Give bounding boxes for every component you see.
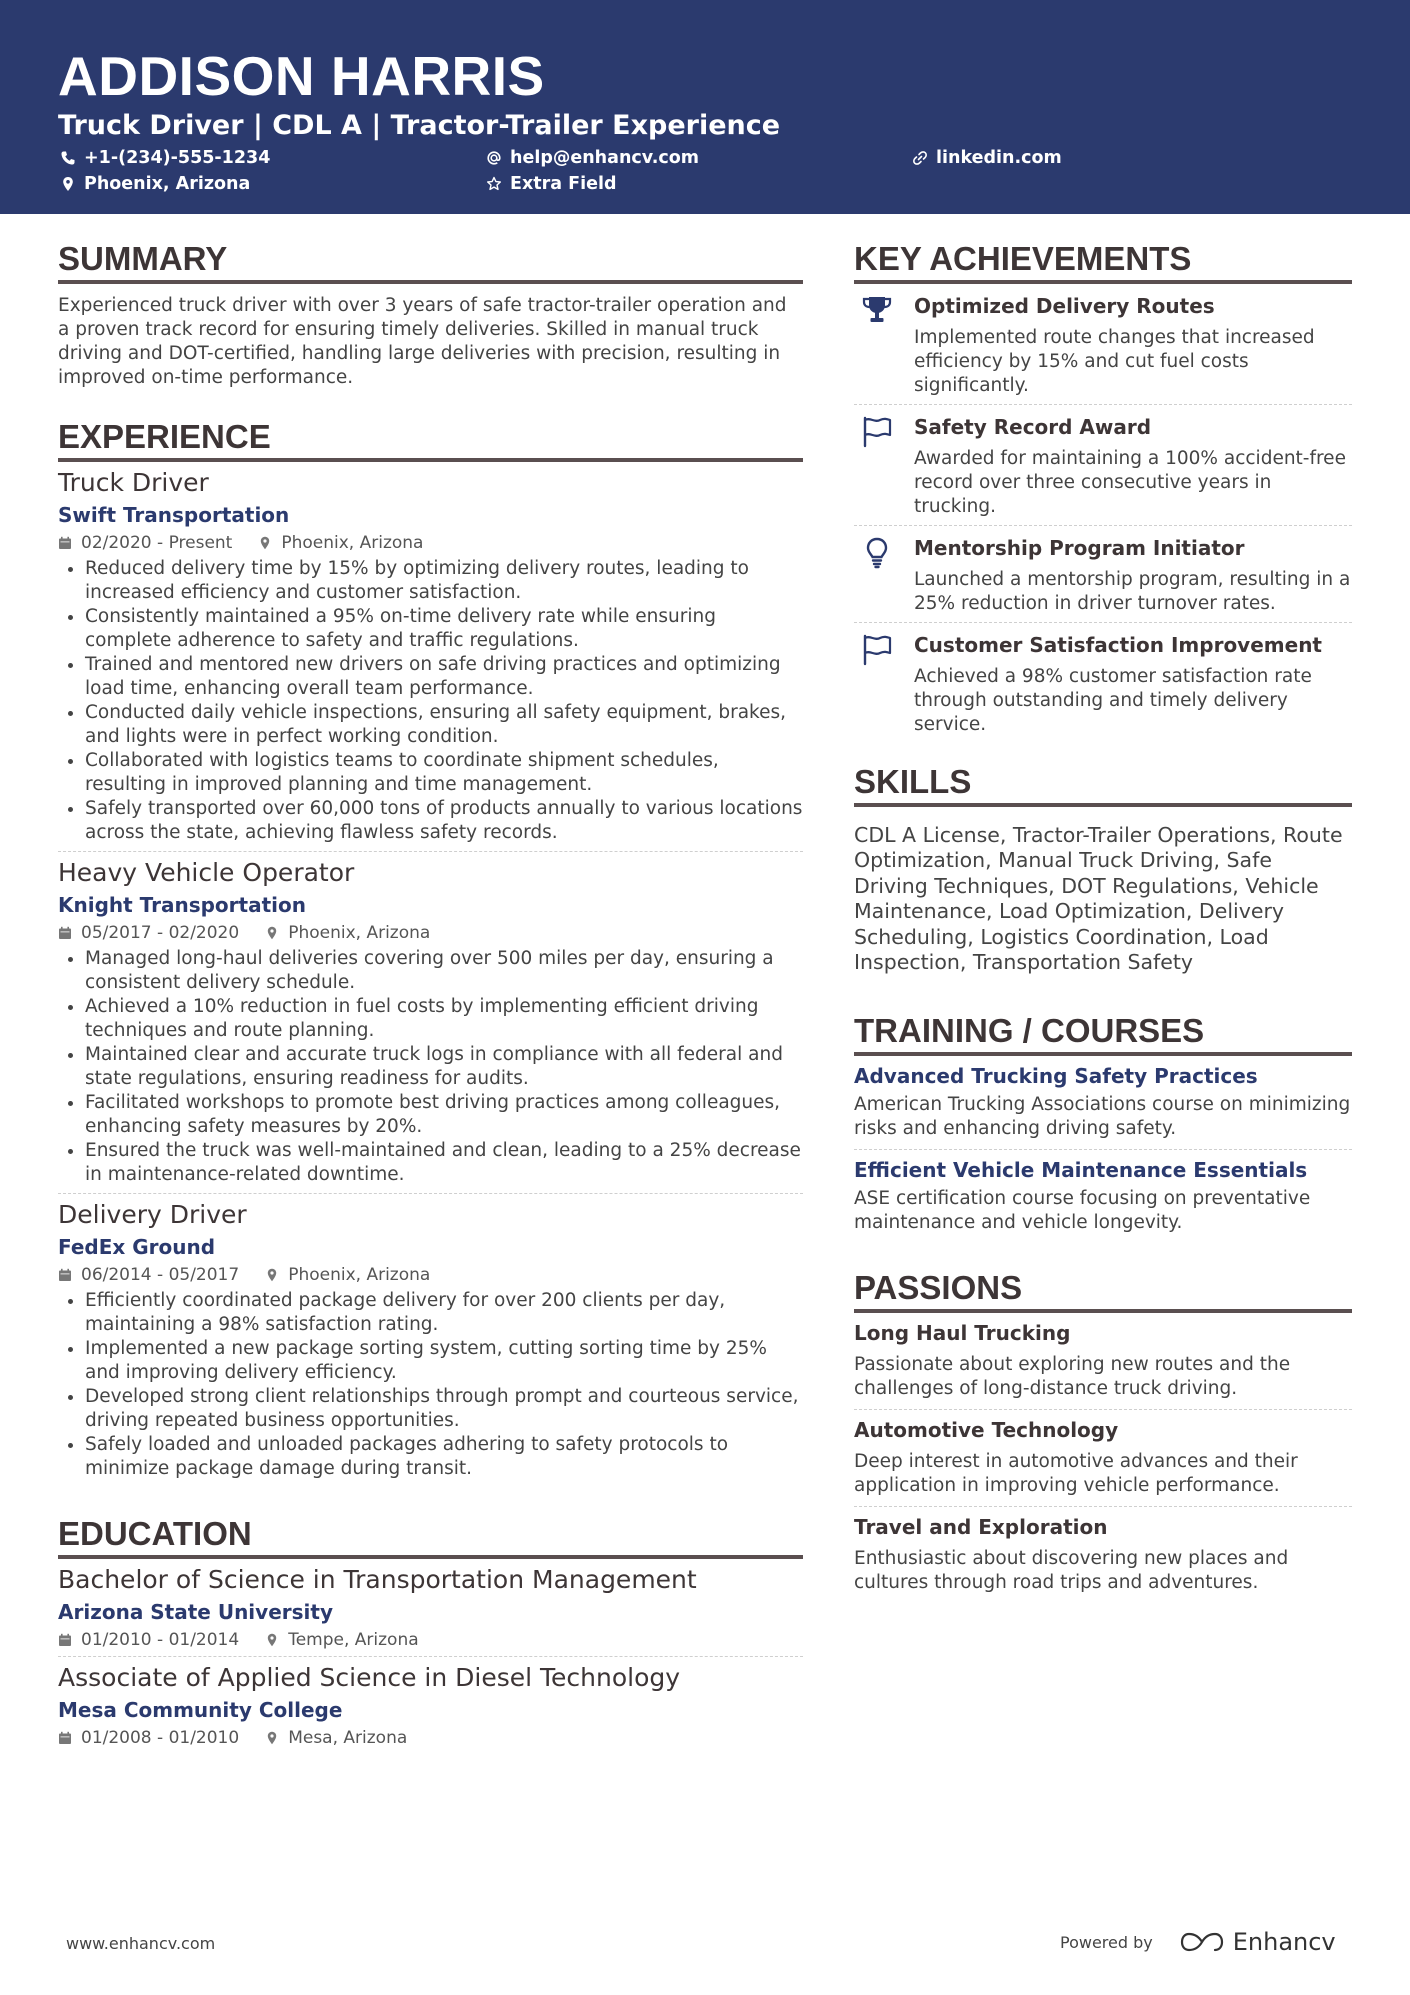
bullet-item: • Conducted daily vehicle inspections, ensuring all safety equipment, brakes, and lights were in perfect working condition.: [85, 701, 803, 749]
degree-title: Associate of Applied Science in Diesel Technology: [58, 1662, 681, 1692]
job-dates: 02/2020 - Present: [81, 532, 233, 553]
lightbulb-icon: [860, 536, 894, 570]
bullet-item: • Ensured the truck was well-maintained and clean, leading to a 25% decrease in maintenance-related downtime.: [85, 1139, 803, 1187]
achievement-item: [854, 284, 1352, 405]
education-meta: [58, 1728, 803, 1748]
contact-phone[interactable]: [60, 148, 270, 168]
bullet-item: • Facilitated workshops to promote best driving practices among colleagues, enhancing safety measures by 20%.: [85, 1091, 803, 1139]
footer-website[interactable]: www.enhancv.com: [66, 1934, 216, 1953]
linkedin-text: linkedin.com: [936, 148, 1062, 168]
job-entry: [58, 1200, 803, 1487]
achievements-heading: KEY ACHIEVEMENTS: [854, 240, 1352, 284]
passion-title: Travel and Exploration: [854, 1514, 1108, 1539]
passions-section: [854, 1269, 1352, 1603]
company-name: FedEx Ground: [58, 1234, 216, 1259]
bullet-item: • Efficiently coordinated package delivery for over 200 clients per day, maintaining a 98% satisfaction rating.: [85, 1289, 803, 1337]
calendar-icon: [58, 1268, 72, 1282]
extra-text: Extra Field: [510, 174, 617, 194]
phone-icon: [60, 150, 76, 166]
location-text: Phoenix, Arizona: [84, 174, 251, 194]
education-section: [58, 1515, 803, 1754]
passion-desc: Passionate about exploring new routes and the challenges of long-distance truck driving.: [854, 1353, 1291, 1399]
bullet-item: • Achieved a 10% reduction in fuel costs by implementing efficient driving techniques and route planning.: [85, 995, 803, 1043]
location-pin-icon: [265, 1633, 279, 1647]
experience-heading: EXPERIENCE: [58, 418, 803, 462]
contact-extra: [486, 174, 617, 194]
education-meta: [58, 1630, 803, 1650]
education-entry: [58, 1565, 803, 1657]
location-pin-icon: [258, 536, 272, 550]
achievement-title: Customer Satisfaction Improvement: [914, 632, 1322, 657]
job-location: Phoenix, Arizona: [288, 922, 431, 943]
skills-heading: SKILLS: [854, 763, 1352, 807]
job-dates: 05/2017 - 02/2020: [81, 922, 240, 943]
education-heading: EDUCATION: [58, 1515, 803, 1559]
achievement-desc: Achieved a 98% customer satisfaction rate through outstanding and timely delivery service.: [914, 665, 1312, 735]
achievement-item: [854, 623, 1352, 743]
bullet-item: • Safely loaded and unloaded packages adhering to safety protocols to minimize package damage during transit.: [85, 1433, 803, 1481]
bullet-item: • Collaborated with logistics teams to coordinate shipment schedules, resulting in improved planning and time management.: [85, 749, 803, 797]
achievement-item: [854, 405, 1352, 526]
job-bullets: [58, 557, 803, 845]
bullet-item: • Maintained clear and accurate truck logs in compliance with all federal and state regulations, ensuring readiness for audits.: [85, 1043, 803, 1091]
achievement-desc: Awarded for maintaining a 100% accident-free record over three consecutive years in trucking.: [914, 447, 1346, 517]
job-meta: [58, 1265, 803, 1285]
flag-icon: [860, 633, 894, 667]
passions-heading: PASSIONS: [854, 1269, 1352, 1313]
infinity-icon: [1179, 1931, 1225, 1953]
achievement-desc: Launched a mentorship program, resulting in a 25% reduction in driver turnover rates.: [914, 568, 1351, 614]
job-bullets: [58, 947, 803, 1187]
contact-email[interactable]: [486, 148, 699, 168]
bullet-item: • Implemented a new package sorting system, cutting sorting time by 25% and improving delivery efficiency.: [85, 1337, 803, 1385]
education-entry: [58, 1663, 803, 1754]
location-pin-icon: [265, 926, 279, 940]
summary-heading: SUMMARY: [58, 240, 803, 284]
phone-text: +1-(234)-555-1234: [84, 148, 271, 168]
education-dates: 01/2008 - 01/2010: [81, 1727, 240, 1748]
job-meta: [58, 533, 803, 553]
brand-name: Enhancv: [1232, 1928, 1336, 1956]
education-location: Tempe, Arizona: [288, 1629, 419, 1650]
location-pin-icon: [265, 1268, 279, 1282]
course-desc: ASE certification course focusing on preventative maintenance and vehicle longevity.: [854, 1187, 1311, 1233]
calendar-icon: [58, 1731, 72, 1745]
skills-section: [854, 763, 1352, 976]
achievement-title: Optimized Delivery Routes: [914, 293, 1215, 318]
course-item: [854, 1056, 1352, 1150]
company-name: Swift Transportation: [58, 502, 290, 527]
at-icon: [486, 150, 502, 166]
achievement-title: Safety Record Award: [914, 414, 1152, 439]
calendar-icon: [58, 926, 72, 940]
experience-section: [58, 418, 803, 1487]
job-bullets: [58, 1289, 803, 1481]
summary-section: [58, 240, 803, 390]
bullet-item: • Trained and mentored new drivers on safe driving practices and optimizing load time, enhancing overall team performance.: [85, 653, 803, 701]
contact-location: [60, 174, 250, 194]
passion-title: Long Haul Trucking: [854, 1320, 1071, 1345]
achievement-title: Mentorship Program Initiator: [914, 535, 1245, 560]
achievement-desc: Implemented route changes that increased efficiency by 15% and cut fuel costs significantly.: [914, 326, 1315, 396]
calendar-icon: [58, 536, 72, 550]
passion-item: [854, 1507, 1352, 1603]
course-title: Advanced Trucking Safety Practices: [854, 1063, 1258, 1088]
training-section: [854, 1012, 1352, 1243]
job-entry: [58, 468, 803, 852]
education-location: Mesa, Arizona: [288, 1727, 408, 1748]
job-dates: 06/2014 - 05/2017: [81, 1264, 240, 1285]
training-heading: TRAINING / COURSES: [854, 1012, 1352, 1056]
flag-icon: [860, 415, 894, 449]
left-column: [58, 240, 803, 1760]
job-title: Delivery Driver: [58, 1199, 247, 1229]
passion-item: [854, 1410, 1352, 1507]
job-meta: [58, 923, 803, 943]
school-name: Arizona State University: [58, 1599, 333, 1624]
star-icon: [486, 176, 502, 192]
job-location: Phoenix, Arizona: [281, 532, 424, 553]
calendar-icon: [58, 1633, 72, 1647]
passion-desc: Deep interest in automotive advances and their application in improving vehicle performance.: [854, 1450, 1298, 1496]
footer-branding: [1060, 1928, 1336, 1956]
course-title: Efficient Vehicle Maintenance Essentials: [854, 1157, 1308, 1182]
education-dates: 01/2010 - 01/2014: [81, 1629, 240, 1650]
passion-title: Automotive Technology: [854, 1417, 1119, 1442]
achievements-section: [854, 240, 1352, 743]
bullet-item: • Managed long-haul deliveries covering over 500 miles per day, ensuring a consistent delivery schedule.: [85, 947, 803, 995]
bullet-item: • Safely transported over 60,000 tons of products annually to various locations across the state, achieving flawless safety records.: [85, 797, 803, 845]
passion-item: [854, 1313, 1352, 1410]
contact-linkedin[interactable]: [912, 148, 1062, 168]
email-text: help@enhancv.com: [510, 148, 700, 168]
skills-text: CDL A License, Tractor-Trailer Operations, Route Optimization, Manual Truck Driving, Safe Driving Techniques, DOT Regulations, Vehicle Maintenance, Load Optimization, Delivery Scheduling, Logistics Coordination, Load Inspection, Transportation Safety: [854, 822, 1343, 975]
trophy-icon: [860, 294, 894, 328]
candidate-name: ADDISON HARRIS: [58, 45, 545, 107]
resume-header: [0, 0, 1410, 214]
job-title: Truck Driver: [58, 467, 209, 497]
link-icon: [912, 150, 928, 166]
summary-text: Experienced truck driver with over 3 years of safe tractor-trailer operation and a proven track record for ensuring timely deliveries. Skilled in manual truck driving and DOT-certified, handling large deliveries with precision, resulting in improved on-time performance.: [58, 294, 787, 388]
bullet-item: • Consistently maintained a 95% on-time delivery rate while ensuring complete adherence to safety and traffic regulations.: [85, 605, 803, 653]
location-pin-icon: [60, 176, 76, 192]
right-column: [854, 240, 1352, 1603]
location-pin-icon: [265, 1731, 279, 1745]
candidate-title: Truck Driver | CDL A | Tractor-Trailer Experience: [58, 110, 781, 141]
achievement-item: [854, 526, 1352, 623]
job-title: Heavy Vehicle Operator: [58, 857, 355, 887]
school-name: Mesa Community College: [58, 1697, 343, 1722]
course-item: [854, 1150, 1352, 1243]
company-name: Knight Transportation: [58, 892, 306, 917]
degree-title: Bachelor of Science in Transportation Management: [58, 1564, 697, 1594]
enhancv-logo[interactable]: [1179, 1928, 1336, 1956]
job-entry: [58, 858, 803, 1194]
passion-desc: Enthusiastic about discovering new places and cultures through road trips and adventures.: [854, 1547, 1289, 1593]
course-desc: American Trucking Associations course on minimizing risks and enhancing driving safety.: [854, 1093, 1351, 1139]
bullet-item: • Developed strong client relationships through prompt and courteous service, driving repeated business opportunities.: [85, 1385, 803, 1433]
powered-by-text: Powered by: [1060, 1932, 1153, 1952]
job-location: Phoenix, Arizona: [288, 1264, 431, 1285]
bullet-item: • Reduced delivery time by 15% by optimizing delivery routes, leading to increased efficiency and customer satisfaction.: [85, 557, 803, 605]
